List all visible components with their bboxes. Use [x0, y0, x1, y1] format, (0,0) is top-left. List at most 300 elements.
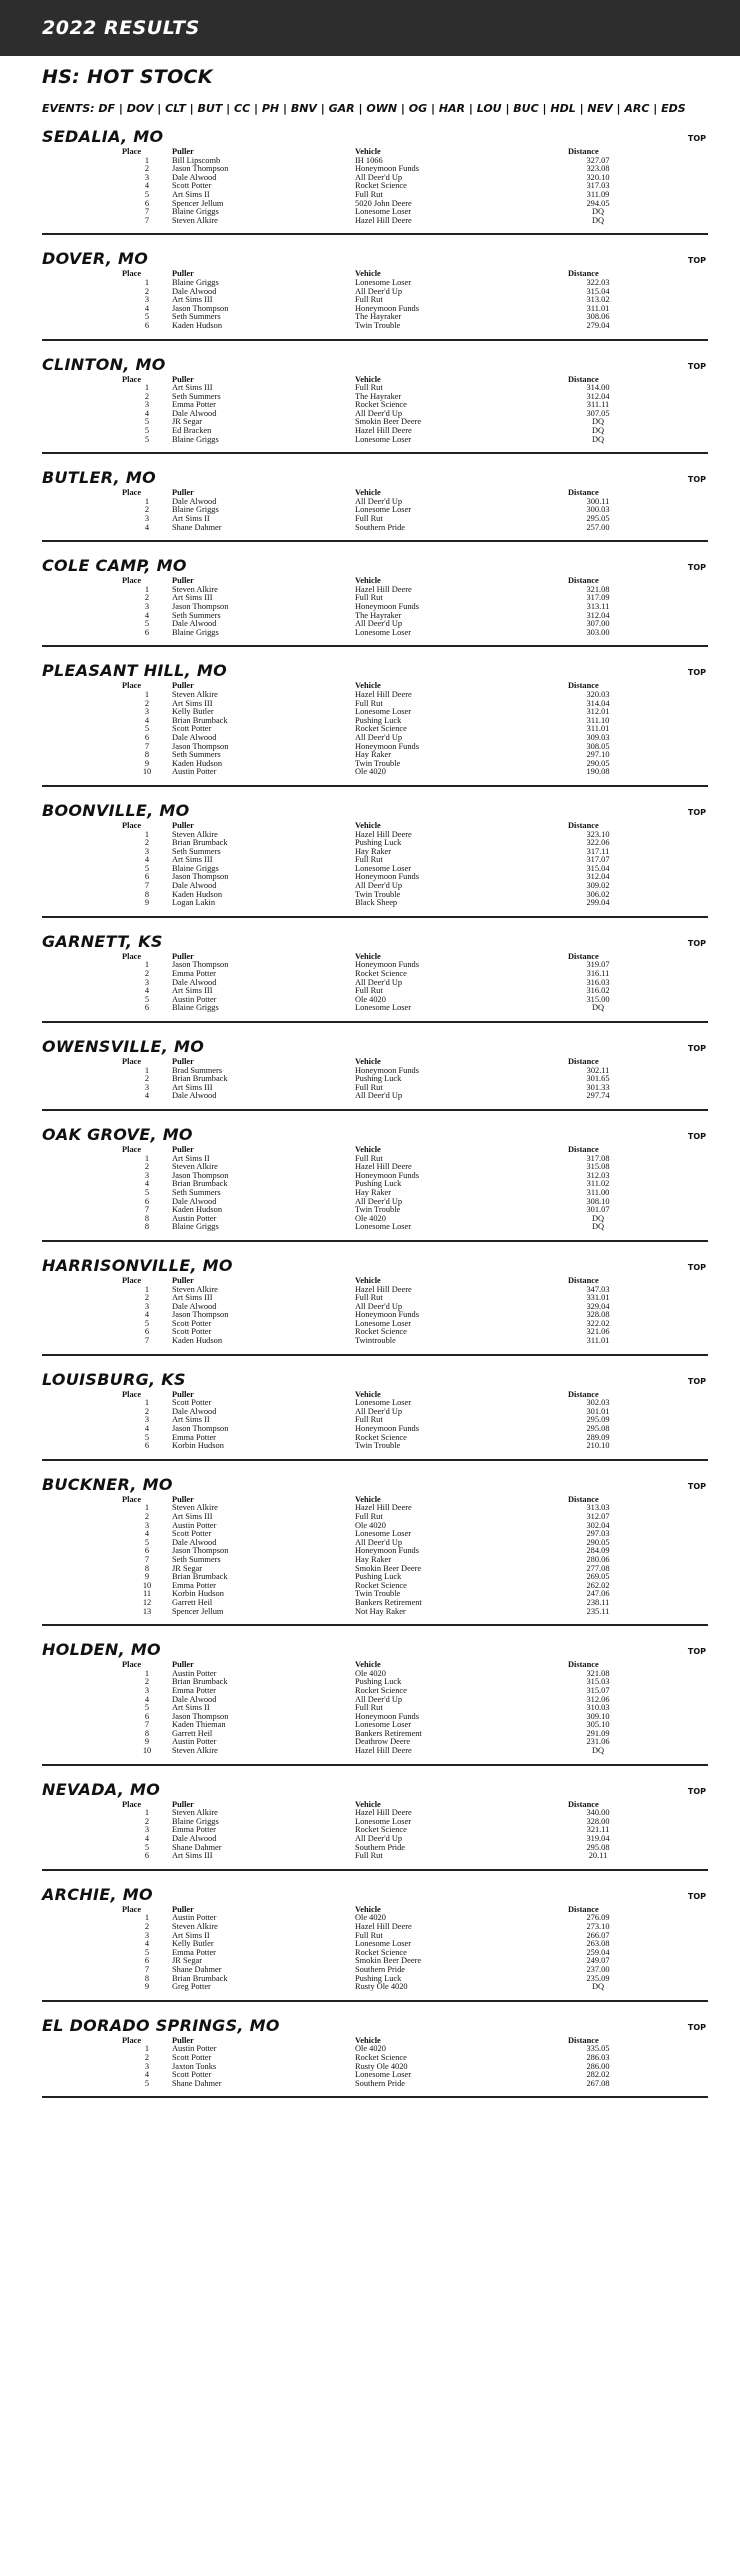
distance-cell: 309.03: [586, 732, 610, 742]
distance-cell: 317.07: [586, 855, 610, 865]
event-link-nev[interactable]: NEV: [587, 102, 613, 115]
results-table: [122, 1058, 628, 1101]
table-row: [122, 1608, 628, 1617]
event-section: [42, 542, 708, 647]
puller-cell: Art Sims III: [172, 855, 213, 865]
section-header: [42, 801, 708, 820]
events-separator: |: [612, 102, 625, 115]
place-cell: 8: [144, 1213, 150, 1223]
column-header-vehicle: Vehicle: [355, 1799, 381, 1809]
distance-cell: 317.11: [586, 846, 610, 856]
event-section: [42, 2002, 708, 2099]
puller-cell: Dale Alwood: [172, 1301, 217, 1311]
vehicle-cell: Not Hay Raker: [355, 1606, 406, 1616]
distance-cell: 301.33: [586, 1082, 610, 1092]
distance-cell: DQ: [591, 1222, 605, 1232]
column-header-vehicle: Vehicle: [355, 269, 381, 279]
vehicle-cell: All Deer'd Up: [355, 1834, 403, 1844]
place-cell: 8: [144, 1222, 150, 1232]
vehicle-cell: Full Rut: [355, 593, 383, 603]
distance-cell: 306.02: [586, 889, 610, 899]
distance-cell: 311.02: [586, 1179, 610, 1189]
table-row: [122, 322, 628, 331]
place-cell: 3: [144, 172, 150, 182]
puller-cell: Steven Alkire: [172, 1922, 218, 1931]
vehicle-cell: Smokin Beer Deere: [355, 1956, 422, 1966]
place-cell: 4: [144, 715, 150, 725]
events-separator: |: [397, 102, 409, 115]
distance-cell: 249.07: [586, 1956, 610, 1966]
column-header-vehicle: Vehicle: [355, 1904, 381, 1914]
vehicle-cell: Lonesome Loser: [355, 863, 412, 873]
column-header-distance: Distance: [568, 681, 599, 691]
puller-cell: Seth Summers: [172, 846, 221, 856]
vehicle-cell: All Deer'd Up: [355, 1196, 403, 1206]
puller-cell: Dale Alwood: [172, 619, 217, 629]
column-header-puller: Puller: [172, 269, 194, 279]
distance-cell: 308.06: [586, 312, 610, 322]
event-link-bnv[interactable]: BNV: [290, 102, 317, 115]
distance-cell: 315.07: [586, 1685, 610, 1695]
vehicle-cell: Lonesome Loser: [355, 627, 412, 637]
distance-cell: DQ: [591, 1982, 605, 1992]
vehicle-cell: Bankers Retirement: [355, 1597, 422, 1607]
event-section: [42, 918, 708, 1023]
distance-cell: 313.03: [586, 1503, 610, 1513]
results-table: [122, 376, 628, 445]
column-header-distance: Distance: [568, 147, 599, 156]
puller-cell: Steven Alkire: [172, 1284, 218, 1294]
column-header-vehicle: Vehicle: [355, 576, 381, 586]
distance-cell: 311.00: [586, 1187, 610, 1197]
event-link-lou[interactable]: LOU: [476, 102, 502, 115]
place-cell: 1: [144, 496, 150, 506]
distance-cell: 323.10: [586, 829, 610, 839]
puller-cell: Garrett Heil: [172, 1728, 213, 1738]
vehicle-cell: Ole 4020: [355, 1520, 386, 1530]
back-to-top-link[interactable]: TOP: [687, 2022, 706, 2032]
distance-cell: 312.04: [586, 872, 610, 882]
vehicle-cell: Lonesome Loser: [355, 1720, 412, 1730]
event-link-own[interactable]: OWN: [366, 102, 398, 115]
distance-cell: 323.08: [586, 164, 610, 174]
place-cell: 4: [144, 181, 150, 191]
event-link-cc[interactable]: CC: [234, 102, 251, 115]
place-cell: 2: [144, 164, 150, 174]
section-header: [42, 661, 708, 680]
vehicle-cell: Southern Pride: [355, 2078, 406, 2088]
events-separator: |: [115, 102, 127, 115]
puller-cell: Jason Thompson: [172, 1424, 229, 1434]
place-cell: 10: [142, 1580, 152, 1590]
back-to-top-link[interactable]: TOP: [687, 1891, 706, 1901]
back-to-top-link[interactable]: TOP: [687, 668, 706, 678]
event-link-df[interactable]: DF: [98, 102, 116, 115]
class-title: HS: HOT STOCK: [42, 66, 213, 88]
vehicle-cell: Lonesome Loser: [355, 1398, 412, 1408]
puller-cell: Blaine Griggs: [172, 627, 219, 637]
section-header: [42, 2016, 708, 2035]
event-section: [42, 787, 708, 918]
event-link-ph[interactable]: PH: [261, 102, 280, 115]
vehicle-cell: Hazel Hill Deere: [355, 584, 412, 594]
distance-cell: 327.07: [586, 155, 610, 165]
vehicle-cell: 5020 John Deere: [355, 198, 412, 208]
place-cell: 3: [144, 1520, 150, 1530]
vehicle-cell: Full Rut: [355, 1293, 383, 1303]
place-cell: 4: [144, 1834, 150, 1844]
event-section: [42, 1626, 708, 1766]
back-to-top-link[interactable]: TOP: [687, 1044, 706, 1053]
event-location: LOUISBURG, KS: [42, 1369, 186, 1389]
place-cell: 8: [144, 889, 150, 899]
distance-cell: 305.10: [586, 1720, 610, 1730]
vehicle-cell: Southern Pride: [355, 1964, 406, 1974]
column-header-vehicle: Vehicle: [355, 1057, 381, 1066]
distance-cell: 312.06: [586, 1694, 610, 1704]
place-cell: 3: [144, 602, 150, 611]
place-cell: 2: [144, 505, 150, 515]
vehicle-cell: Hazel Hill Deere: [355, 829, 412, 839]
puller-cell: Brian Brumback: [172, 1179, 228, 1189]
place-cell: 11: [142, 1589, 152, 1599]
event-section: [42, 341, 708, 455]
place-cell: 2: [144, 391, 150, 401]
events-links: [98, 102, 685, 115]
puller-cell: Art Sims III: [172, 295, 213, 305]
place-cell: 5: [144, 2078, 150, 2088]
place-cell: 6: [144, 1546, 150, 1556]
event-link-dov[interactable]: DOV: [126, 102, 154, 115]
section-header: [42, 1780, 708, 1799]
event-link-but[interactable]: BUT: [197, 102, 223, 115]
puller-cell: Jason Thompson: [172, 741, 229, 751]
puller-cell: Austin Potter: [172, 2044, 217, 2054]
puller-cell: Emma Potter: [172, 400, 216, 410]
vehicle-cell: Honeymoon Funds: [355, 1424, 419, 1434]
back-to-top-link[interactable]: TOP: [687, 134, 706, 143]
event-location: BUTLER, MO: [42, 468, 157, 488]
place-cell: 1: [144, 1503, 150, 1513]
puller-cell: Art Sims III: [172, 698, 213, 708]
place-cell: 2: [144, 1074, 150, 1084]
event-link-eds[interactable]: EDS: [661, 102, 686, 115]
table-row: [122, 436, 628, 445]
puller-cell: Scott Potter: [172, 2070, 212, 2080]
vehicle-cell: All Deer'd Up: [355, 286, 403, 296]
place-cell: 9: [144, 1572, 150, 1582]
puller-cell: Blaine Griggs: [172, 505, 219, 515]
puller-cell: Art Sims III: [172, 986, 213, 996]
puller-cell: Austin Potter: [172, 994, 217, 1004]
back-to-top-link[interactable]: TOP: [687, 1647, 706, 1657]
place-cell: 6: [144, 1441, 150, 1451]
distance-cell: DQ: [591, 417, 605, 427]
section-header: [42, 1475, 708, 1494]
puller-cell: Jason Thompson: [172, 602, 229, 611]
event-link-gar[interactable]: GAR: [328, 102, 355, 115]
puller-cell: Dale Alwood: [172, 408, 217, 418]
events-separator: |: [501, 102, 514, 115]
puller-cell: Emma Potter: [172, 1580, 216, 1590]
vehicle-cell: Pushing Luck: [355, 715, 402, 725]
place-cell: 10: [142, 767, 152, 777]
place-cell: 2: [144, 1922, 150, 1931]
puller-cell: Brian Brumback: [172, 1973, 228, 1983]
column-header-place: Place: [122, 2035, 142, 2045]
distance-cell: 319.04: [586, 1834, 610, 1844]
vehicle-cell: All Deer'd Up: [355, 172, 403, 182]
distance-cell: 317.09: [586, 593, 610, 603]
section-header: [42, 1037, 708, 1056]
puller-cell: Jaxton Tonks: [172, 2061, 217, 2071]
column-header-place: Place: [122, 576, 142, 586]
distance-cell: 237.00: [586, 1964, 610, 1974]
vehicle-cell: Southern Pride: [355, 522, 406, 532]
table-row: [122, 1092, 628, 1101]
event-location: GARNETT, KS: [42, 931, 163, 951]
event-section: [42, 1461, 708, 1626]
distance-cell: 291.09: [586, 1728, 610, 1738]
column-header-vehicle: Vehicle: [355, 1389, 381, 1399]
column-header-puller: Puller: [172, 681, 194, 691]
vehicle-cell: All Deer'd Up: [355, 977, 403, 987]
table-row: [122, 2080, 628, 2089]
puller-cell: Dale Alwood: [172, 1196, 217, 1206]
vehicle-cell: Hazel Hill Deere: [355, 215, 412, 225]
place-cell: 3: [144, 1930, 150, 1940]
vehicle-cell: Lonesome Loser: [355, 434, 412, 444]
event-link-hdl[interactable]: HDL: [550, 102, 576, 115]
puller-cell: Garrett Heil: [172, 1597, 213, 1607]
place-cell: 9: [144, 1737, 150, 1747]
distance-cell: 311.09: [586, 189, 610, 199]
place-cell: 1: [144, 1284, 150, 1294]
vehicle-cell: Rocket Science: [355, 969, 407, 979]
puller-cell: Blaine Griggs: [172, 1222, 219, 1232]
event-section: [42, 1871, 708, 2002]
distance-cell: 238.11: [586, 1597, 610, 1607]
puller-cell: Brad Summers: [172, 1065, 223, 1075]
place-cell: 5: [144, 426, 150, 436]
distance-cell: 301.65: [586, 1074, 610, 1084]
vehicle-cell: Twin Trouble: [355, 1205, 401, 1215]
back-to-top-link[interactable]: TOP: [687, 1481, 706, 1491]
vehicle-cell: All Deer'd Up: [355, 408, 403, 418]
results-table: [122, 1277, 628, 1346]
column-header-distance: Distance: [568, 1904, 599, 1914]
vehicle-cell: Rocket Science: [355, 1825, 407, 1835]
puller-cell: Steven Alkire: [172, 689, 218, 699]
column-header-place: Place: [122, 147, 142, 156]
column-header-place: Place: [122, 1057, 142, 1066]
vehicle-cell: All Deer'd Up: [355, 881, 403, 891]
vehicle-cell: The Hayraker: [355, 610, 402, 620]
events-separator: |: [279, 102, 291, 115]
column-header-place: Place: [122, 1660, 142, 1670]
distance-cell: 299.04: [586, 898, 610, 908]
puller-cell: Scott Potter: [172, 1327, 212, 1337]
table-row: [122, 899, 628, 908]
vehicle-cell: All Deer'd Up: [355, 1537, 403, 1547]
place-cell: 3: [144, 400, 150, 410]
puller-cell: Scott Potter: [172, 1398, 212, 1408]
puller-cell: Art Sims II: [172, 189, 210, 199]
place-cell: 9: [144, 1982, 150, 1992]
distance-cell: 312.04: [586, 391, 610, 401]
vehicle-cell: Pushing Luck: [355, 838, 402, 848]
event-link-clt[interactable]: CLT: [165, 102, 186, 115]
puller-cell: Greg Potter: [172, 1982, 211, 1992]
back-to-top-link[interactable]: TOP: [687, 1262, 706, 1272]
vehicle-cell: The Hayraker: [355, 391, 402, 401]
results-table: [122, 2037, 628, 2089]
event-location: BUCKNER, MO: [42, 1474, 173, 1494]
distance-cell: 317.08: [586, 1153, 610, 1163]
vehicle-cell: Ole 4020: [355, 2044, 386, 2054]
place-cell: 2: [144, 1162, 150, 1172]
distance-cell: 284.09: [586, 1546, 610, 1556]
place-cell: 4: [144, 1310, 150, 1320]
vehicle-cell: Ole 4020: [355, 767, 386, 777]
distance-cell: 315.00: [586, 994, 610, 1004]
puller-cell: Blaine Griggs: [172, 207, 219, 217]
column-header-distance: Distance: [568, 1057, 599, 1066]
puller-cell: Blaine Griggs: [172, 863, 219, 873]
distance-cell: DQ: [591, 207, 605, 217]
results-table: [122, 682, 628, 777]
puller-cell: Jason Thompson: [172, 164, 229, 174]
place-cell: 8: [144, 1563, 150, 1573]
vehicle-cell: Full Rut: [355, 986, 383, 996]
puller-cell: Jason Thompson: [172, 303, 229, 313]
puller-cell: Austin Potter: [172, 1668, 217, 1678]
place-cell: 6: [144, 320, 150, 330]
results-table: [122, 1661, 628, 1756]
results-banner: [0, 0, 740, 56]
vehicle-cell: Black Sheep: [355, 898, 398, 908]
vehicle-cell: Hay Raker: [355, 846, 392, 856]
vehicle-cell: Hay Raker: [355, 1554, 392, 1564]
vehicle-cell: Full Rut: [355, 1415, 383, 1425]
place-cell: 1: [144, 155, 150, 165]
place-cell: 9: [144, 758, 150, 768]
event-section: [42, 125, 708, 235]
place-cell: 4: [144, 986, 150, 996]
puller-cell: Art Sims II: [172, 1930, 210, 1940]
place-cell: 7: [144, 1205, 150, 1215]
distance-cell: 331.01: [586, 1293, 610, 1303]
back-to-top-link[interactable]: TOP: [687, 1376, 706, 1386]
puller-cell: Brian Brumback: [172, 1074, 228, 1084]
results-table: [122, 953, 628, 1013]
vehicle-cell: Lonesome Loser: [355, 1003, 412, 1013]
puller-cell: Kelly Butler: [172, 1939, 214, 1949]
vehicle-cell: Lonesome Loser: [355, 277, 412, 287]
section-header: [42, 1256, 708, 1275]
vehicle-cell: Rocket Science: [355, 1432, 407, 1442]
results-table: [122, 1146, 628, 1232]
place-cell: 10: [142, 1746, 152, 1756]
column-header-distance: Distance: [568, 2035, 599, 2045]
vehicle-cell: Honeymoon Funds: [355, 960, 419, 970]
event-link-og[interactable]: OG: [408, 102, 428, 115]
distance-cell: 317.03: [586, 181, 610, 191]
back-to-top-link[interactable]: TOP: [687, 1786, 706, 1796]
back-to-top-link[interactable]: TOP: [687, 361, 706, 371]
puller-cell: Kaden Hudson: [172, 889, 223, 899]
back-to-top-link[interactable]: TOP: [687, 938, 706, 948]
back-to-top-link[interactable]: TOP: [687, 1131, 706, 1141]
distance-cell: 282.02: [586, 2070, 610, 2080]
column-header-place: Place: [122, 1799, 142, 1809]
puller-cell: Austin Potter: [172, 1913, 217, 1923]
column-header-puller: Puller: [172, 1057, 194, 1066]
column-header-vehicle: Vehicle: [355, 1144, 381, 1154]
distance-cell: 311.01: [586, 303, 610, 313]
event-link-har[interactable]: HAR: [438, 102, 466, 115]
puller-cell: Blaine Griggs: [172, 1816, 219, 1826]
column-header-vehicle: Vehicle: [355, 820, 381, 830]
place-cell: 2: [144, 698, 150, 708]
column-header-distance: Distance: [568, 1144, 599, 1154]
puller-cell: Dale Alwood: [172, 1694, 217, 1704]
vehicle-cell: Hazel Hill Deere: [355, 689, 412, 699]
back-to-top-link[interactable]: TOP: [687, 256, 706, 266]
puller-cell: Blaine Griggs: [172, 1003, 219, 1013]
table-row: [122, 1442, 628, 1451]
distance-cell: 315.03: [586, 1677, 610, 1687]
puller-cell: Steven Alkire: [172, 584, 218, 594]
distance-cell: 286.03: [586, 2052, 610, 2062]
column-header-puller: Puller: [172, 1799, 194, 1809]
section-header: [42, 1125, 708, 1144]
vehicle-cell: All Deer'd Up: [355, 496, 403, 506]
column-header-distance: Distance: [568, 951, 599, 961]
place-cell: 2: [144, 1512, 150, 1521]
event-section: [42, 454, 708, 542]
vehicle-cell: Lonesome Loser: [355, 1529, 412, 1539]
event-link-buc[interactable]: BUC: [513, 102, 539, 115]
place-cell: 3: [144, 1082, 150, 1092]
place-cell: 5: [144, 863, 150, 873]
distance-cell: DQ: [591, 434, 605, 444]
puller-cell: Jason Thompson: [172, 960, 229, 970]
distance-cell: 273.10: [586, 1922, 610, 1931]
column-header-place: Place: [122, 488, 142, 498]
distance-cell: 322.03: [586, 277, 610, 287]
event-link-arc[interactable]: ARC: [624, 102, 650, 115]
place-cell: 2: [144, 1406, 150, 1416]
distance-cell: 301.01: [586, 1406, 610, 1416]
puller-cell: Emma Potter: [172, 1825, 216, 1835]
place-cell: 5: [144, 1537, 150, 1547]
puller-cell: Steven Alkire: [172, 829, 218, 839]
distance-cell: 311.01: [586, 1336, 610, 1346]
distance-cell: 210.10: [586, 1441, 610, 1451]
back-to-top-link[interactable]: TOP: [687, 563, 706, 573]
distance-cell: 277.08: [586, 1563, 610, 1573]
puller-cell: Steven Alkire: [172, 1808, 218, 1818]
back-to-top-link[interactable]: TOP: [687, 475, 706, 485]
events-label: EVENTS:: [42, 102, 95, 115]
event-location: HARRISONVILLE, MO: [42, 1255, 233, 1275]
vehicle-cell: Smokin Beer Deere: [355, 1563, 422, 1573]
vehicle-cell: Honeymoon Funds: [355, 1065, 419, 1075]
puller-cell: Scott Potter: [172, 1529, 212, 1539]
distance-cell: 321.11: [586, 1825, 610, 1835]
back-to-top-link[interactable]: TOP: [687, 807, 706, 817]
